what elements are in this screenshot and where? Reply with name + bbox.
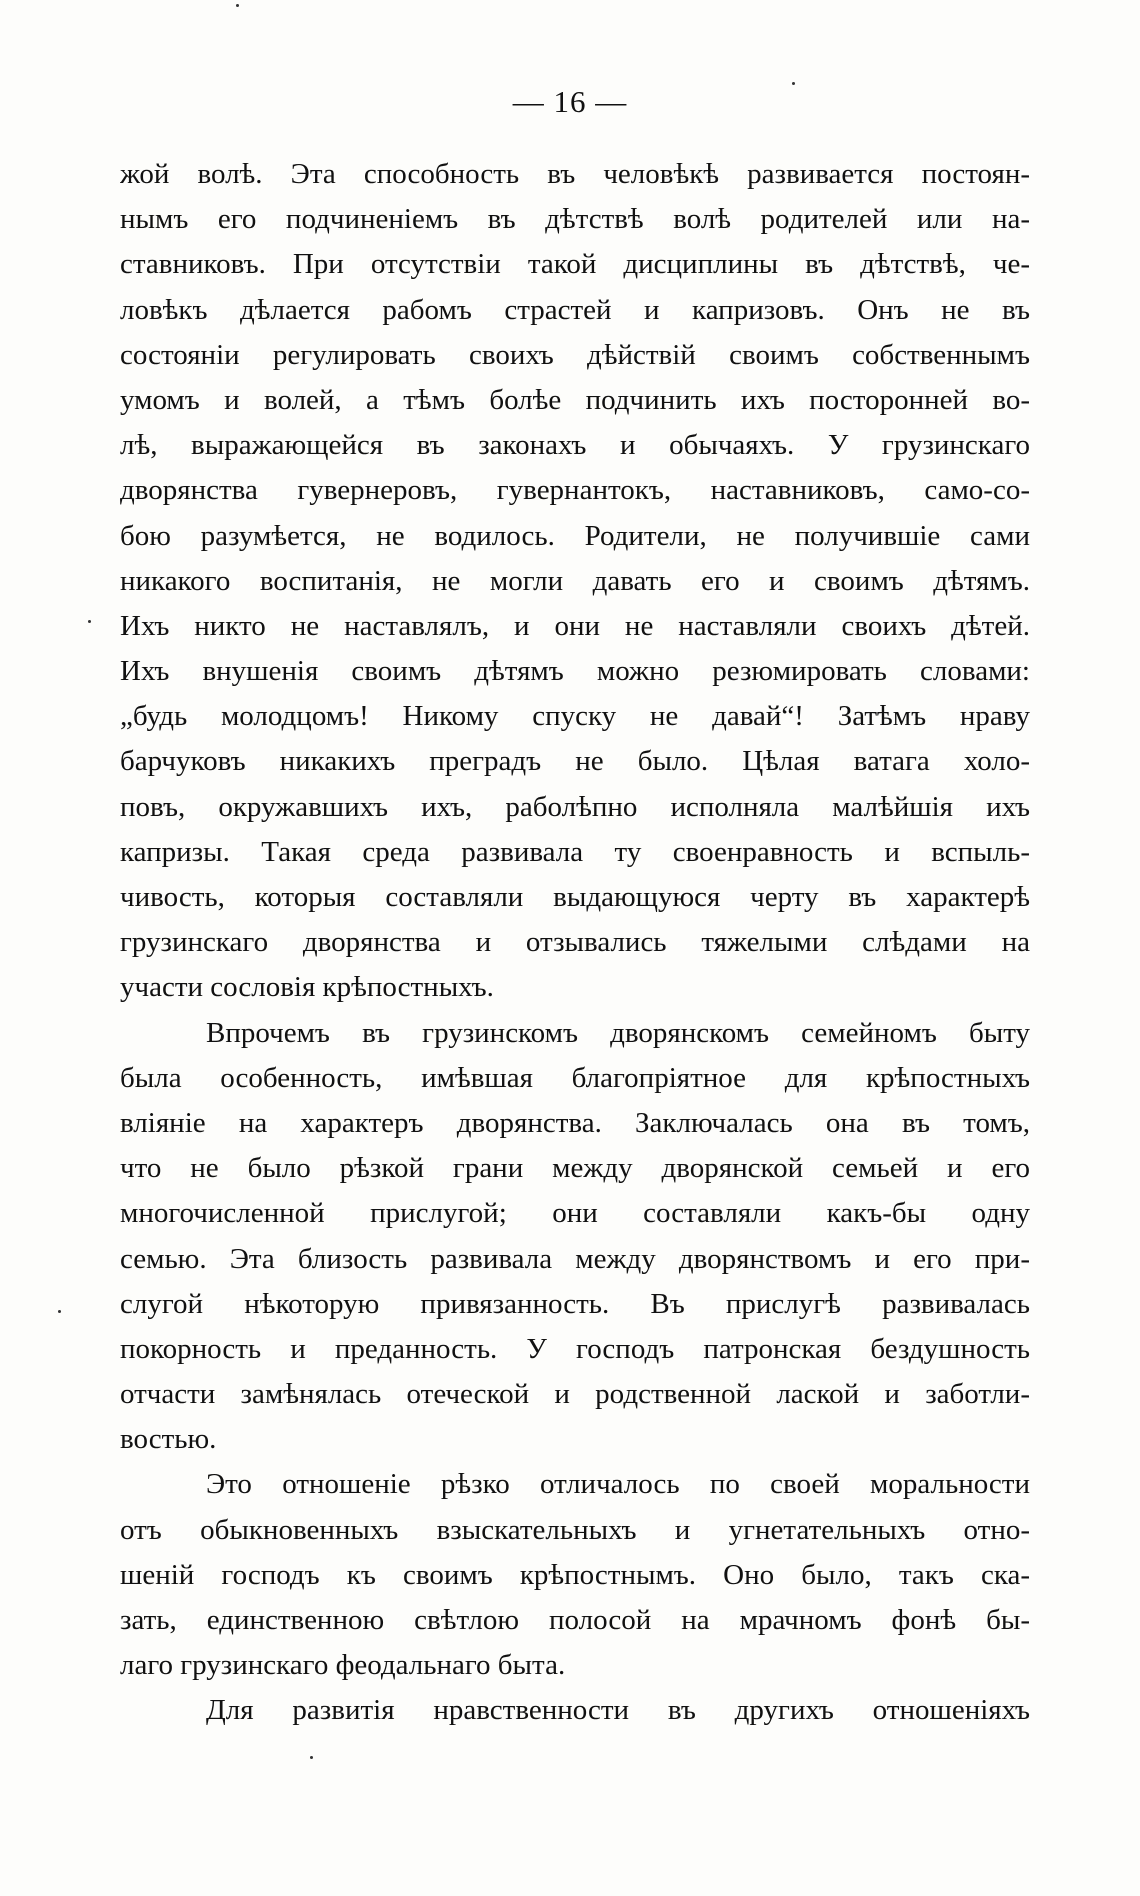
text-line: востью. <box>120 1423 217 1456</box>
print-speck <box>88 620 91 623</box>
text-line: лѣ, выражающейся въ законахъ и обычаяхъ. У грузинскаго <box>120 429 1030 462</box>
text-line: ловѣкъ дѣлается рабомъ страстей и капризовъ. Онъ не въ <box>120 293 1030 326</box>
text-line: что не было рѣзкой грани между дворянской семьей и его <box>120 1152 1030 1185</box>
text-line: никакого воспитанія, не могли давать его и своимъ дѣтямъ. <box>120 564 1030 597</box>
text-line: Ихъ внушенія своимъ дѣтямъ можно резюмировать словами: <box>120 655 1030 688</box>
text-line: участи сословія крѣпостныхъ. <box>120 971 494 1004</box>
text-line: семью. Эта близость развивала между дворянствомъ и его при- <box>120 1242 1030 1275</box>
print-speck <box>58 1310 61 1313</box>
text-line: жой волѣ. Эта способность въ человѣкѣ развивается постоян- <box>120 158 1030 190</box>
paragraph-start-line: Для развитія нравственности въ другихъ отношеніяхъ <box>206 1694 1030 1727</box>
text-line: отчасти замѣнялась отеческой и родственной лаской и заботли- <box>120 1378 1030 1411</box>
text-line: ставниковъ. При отсутствіи такой дисциплины въ дѣтствѣ, че- <box>120 248 1030 281</box>
text-line: капризы. Такая среда развивала ту своенравность и вспыль- <box>120 835 1030 868</box>
text-line: отъ обыкновенныхъ взыскательныхъ и угнетательныхъ отно- <box>120 1513 1030 1546</box>
text-line: многочисленной прислугой; они составляли какъ-бы одну <box>120 1197 1030 1230</box>
text-line: состояніи регулировать своихъ дѣйствій своимъ собственнымъ <box>120 338 1030 371</box>
print-speck <box>792 82 795 85</box>
text-line: была особенность, имѣвшая благопріятное для крѣпостныхъ <box>120 1061 1030 1094</box>
text-line: барчуковъ никакихъ преградъ не было. Цѣлая ватага холо- <box>120 745 1030 778</box>
text-line: Ихъ никто не наставлялъ, и они не наставляли своихъ дѣтей. <box>120 609 1030 642</box>
text-line: умомъ и волей, а тѣмъ болѣе подчинить ихъ посторонней во- <box>120 383 1030 416</box>
text-line: покорность и преданность. У господъ патронская бездушность <box>120 1332 1030 1365</box>
page-number: — 16 — <box>512 84 628 119</box>
text-line: бою разумѣется, не водилось. Родители, не получившіе сами <box>120 519 1030 552</box>
text-line: зать, единственною свѣтлою полосой на мрачномъ фонѣ бы- <box>120 1604 1030 1636</box>
text-line: нымъ его подчиненіемъ въ дѣтствѣ волѣ родителей или на- <box>120 203 1030 236</box>
text-line: дворянства гувернеровъ, гувернантокъ, наставниковъ, само-со- <box>120 474 1030 507</box>
print-speck <box>236 4 239 7</box>
paragraph-start-line: Впрочемъ въ грузинскомъ дворянскомъ семейномъ быту <box>206 1016 1030 1049</box>
text-line: лаго грузинскаго феодальнаго быта. <box>120 1649 566 1682</box>
text-line: вліяніе на характеръ дворянства. Заключалась она въ томъ, <box>120 1106 1030 1139</box>
text-line: повъ, окружавшихъ ихъ, раболѣпно исполняла малѣйшія ихъ <box>120 790 1030 823</box>
body-text <box>120 152 1030 1734</box>
paragraph-start-line: Это отношеніе рѣзко отличалось по своей моральности <box>206 1468 1030 1501</box>
text-line: слугой нѣкоторую привязанность. Въ прислугѣ развивалась <box>120 1287 1030 1320</box>
text-line: шеній господъ къ своимъ крѣпостнымъ. Оно было, такъ ска- <box>120 1558 1030 1591</box>
text-line: чивость, которыя составляли выдающуюся черту въ характерѣ <box>120 881 1030 913</box>
print-speck <box>310 1756 313 1759</box>
text-line: грузинскаго дворянства и отзывались тяжелыми слѣдами на <box>120 926 1030 959</box>
text-line: „будь молодцомъ! Никому спуску не давай“! Затѣмъ нраву <box>120 700 1030 733</box>
